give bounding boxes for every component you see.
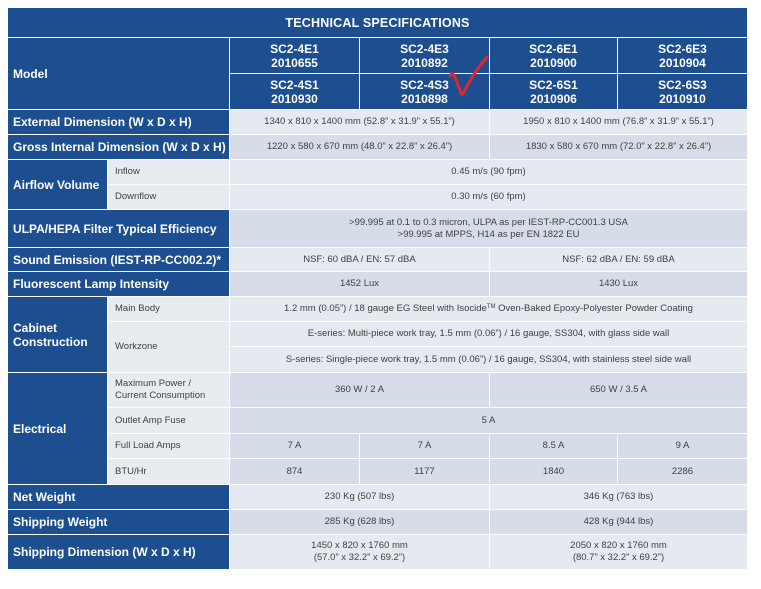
shipping-weight-value-sc2-6: 428 Kg (944 lbs) xyxy=(490,510,748,535)
main-body-text xyxy=(284,303,693,315)
spec-table xyxy=(8,8,748,570)
max-power-value-sc2-6: 650 W / 3.5 A xyxy=(490,373,748,408)
model-code: 2010892 xyxy=(401,55,448,70)
net-weight-value-sc2-4: 230 Kg (507 lbs) xyxy=(230,485,490,510)
cabinet-construction-label: Cabinet Construction xyxy=(8,297,108,373)
model-code: 2010900 xyxy=(530,55,577,70)
external-dimension-value-sc2-6: 1950 x 810 x 1400 mm (76.8” x 31.9” x 55.1”) xyxy=(490,110,748,135)
check-mark-stroke xyxy=(450,57,487,94)
filter-efficiency-value xyxy=(230,210,748,248)
outlet-amp-fuse-value: 5 A xyxy=(230,408,748,434)
table-title: TECHNICAL SPECIFICATIONS xyxy=(8,8,748,38)
model-code: 2010898 xyxy=(401,91,448,106)
inflow-value: 0.45 m/s (90 fpm) xyxy=(230,160,748,185)
shipping-dimension-value-sc2-6 xyxy=(490,535,748,570)
full-load-amps-value-4: 9 A xyxy=(618,434,748,459)
downflow-value: 0.30 m/s (60 fpm) xyxy=(230,185,748,210)
full-load-amps-value-3: 8.5 A xyxy=(490,434,618,459)
shipping-dimension-imperial: (80.7” x 32.2” x 69.2”) xyxy=(572,552,665,563)
model-name: SC2-4S3 xyxy=(400,77,449,92)
btu-hr-value-3: 1840 xyxy=(490,459,618,485)
workzone-s-series-value: S-series: Single-piece work tray, 1.5 mm (0.06”) / 16 gauge, SS304, with stainless steel side wall xyxy=(230,347,748,373)
main-body-text-prefix: 1.2 mm (0.05”) / 18 gauge EG Steel with Isocide xyxy=(284,303,487,314)
max-power-label xyxy=(108,373,230,408)
external-dimension-label: External Dimension (W x D x H) xyxy=(8,110,230,135)
model-code: 2010930 xyxy=(271,91,318,106)
model-sc2-6e3 xyxy=(618,38,748,74)
model-sc2-6e1 xyxy=(490,38,618,74)
fluorescent-lamp-intensity-value-sc2-4: 1452 Lux xyxy=(230,272,490,297)
model-sc2-6s3 xyxy=(618,74,748,110)
full-load-amps-value-1: 7 A xyxy=(230,434,360,459)
filter-efficiency-ulpa-line: >99.995 at 0.1 to 0.3 micron, ULPA as per IEST-RP-CC001.3 USA xyxy=(349,216,628,228)
net-weight-value-sc2-6: 346 Kg (763 lbs) xyxy=(490,485,748,510)
main-body-text-suffix: Oven-Baked Epoxy-Polyester Powder Coating xyxy=(495,303,693,314)
sound-emission-value-sc2-4: NSF: 60 dBA / EN: 57 dBA xyxy=(230,248,490,272)
shipping-dimension-label: Shipping Dimension (W x D x H) xyxy=(8,535,230,570)
full-load-amps-label: Full Load Amps xyxy=(108,434,230,459)
model-name: SC2-4E3 xyxy=(400,41,449,56)
sound-emission-value-sc2-6: NSF: 62 dBA / EN: 59 dBA xyxy=(490,248,748,272)
check-mark-icon xyxy=(447,54,493,100)
model-label: Model xyxy=(8,38,230,110)
shipping-weight-label: Shipping Weight xyxy=(8,510,230,535)
gross-internal-dimension-label: Gross Internal Dimension (W x D x H) xyxy=(8,135,230,160)
model-code: 2010655 xyxy=(271,55,318,70)
gross-internal-dimension-value-sc2-4: 1220 x 580 x 670 mm (48.0” x 22.8” x 26.4”) xyxy=(230,135,490,160)
model-name: SC2-6E1 xyxy=(529,41,578,56)
model-name: SC2-4S1 xyxy=(270,77,319,92)
downflow-label: Downflow xyxy=(108,185,230,210)
trademark-mark: TM xyxy=(486,304,496,310)
btu-hr-label: BTU/Hr xyxy=(108,459,230,485)
shipping-dimension-imperial: (57.0” x 32.2” x 69.2”) xyxy=(313,552,406,563)
gross-internal-dimension-value-sc2-6: 1830 x 580 x 670 mm (72.0” x 22.8” x 26.4”) xyxy=(490,135,748,160)
model-name: SC2-6E3 xyxy=(658,41,707,56)
model-code: 2010910 xyxy=(659,91,706,106)
inflow-label: Inflow xyxy=(108,160,230,185)
model-sc2-4e1 xyxy=(230,38,360,74)
outlet-amp-fuse-label: Outlet Amp Fuse xyxy=(108,408,230,434)
workzone-e-series-value: E-series: Multi-piece work tray, 1.5 mm (0.06”) / 16 gauge, SS304, with glass side wall xyxy=(230,322,748,347)
model-sc2-4s1 xyxy=(230,74,360,110)
net-weight-label: Net Weight xyxy=(8,485,230,510)
sound-emission-label: Sound Emission (IEST-RP-CC002.2)* xyxy=(8,248,230,272)
model-sc2-6s1 xyxy=(490,74,618,110)
full-load-amps-value-2: 7 A xyxy=(360,434,490,459)
shipping-weight-value-sc2-4: 285 Kg (628 lbs) xyxy=(230,510,490,535)
main-body-value xyxy=(230,297,748,322)
fluorescent-lamp-intensity-label: Fluorescent Lamp Intensity xyxy=(8,272,230,297)
workzone-label: Workzone xyxy=(108,322,230,373)
btu-hr-value-2: 1177 xyxy=(360,459,490,485)
model-code: 2010906 xyxy=(530,91,577,106)
model-code: 2010904 xyxy=(659,55,706,70)
external-dimension-value-sc2-4: 1340 x 810 x 1400 mm (52.8” x 31.9” x 55.1”) xyxy=(230,110,490,135)
max-power-label-line: Current Consumption xyxy=(115,390,206,401)
model-name: SC2-6S1 xyxy=(529,77,578,92)
filter-efficiency-label: ULPA/HEPA Filter Typical Efficiency xyxy=(8,210,230,248)
airflow-volume-label: Airflow Volume xyxy=(8,160,108,210)
filter-efficiency-hepa-line: >99.995 at MPPS, H14 as per EN 1822 EU xyxy=(397,228,580,240)
model-name: SC2-6S3 xyxy=(658,77,707,92)
max-power-value-sc2-4: 360 W / 2 A xyxy=(230,373,490,408)
electrical-label: Electrical xyxy=(8,373,108,485)
max-power-label-line: Maximum Power / xyxy=(115,378,192,389)
btu-hr-value-1: 874 xyxy=(230,459,360,485)
fluorescent-lamp-intensity-value-sc2-6: 1430 Lux xyxy=(490,272,748,297)
model-name: SC2-4E1 xyxy=(270,41,319,56)
shipping-dimension-metric: 2050 x 820 x 1760 mm xyxy=(570,540,667,551)
btu-hr-value-4: 2286 xyxy=(618,459,748,485)
shipping-dimension-value-sc2-4 xyxy=(230,535,490,570)
shipping-dimension-metric: 1450 x 820 x 1760 mm xyxy=(311,540,408,551)
main-body-label: Main Body xyxy=(108,297,230,322)
